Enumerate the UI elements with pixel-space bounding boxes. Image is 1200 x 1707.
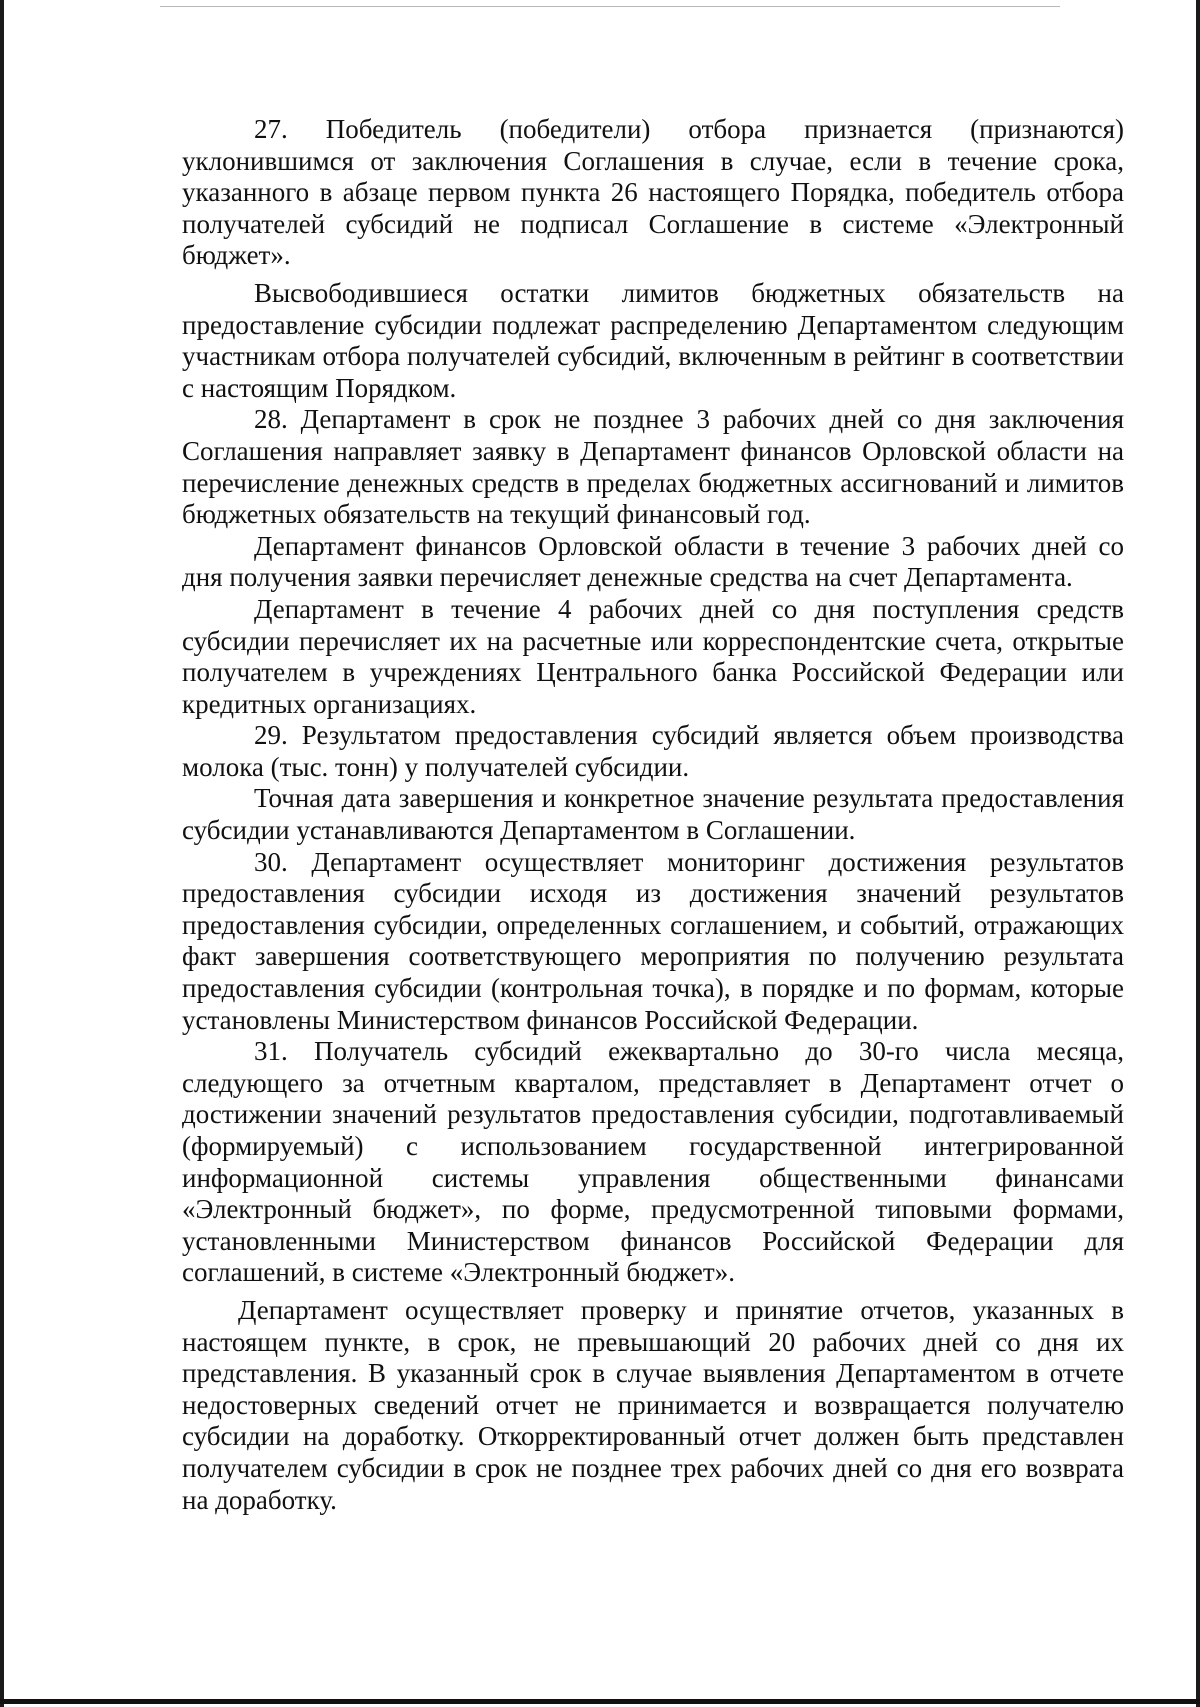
- paragraph-28-finance-department: Департамент финансов Орловской области в течение 3 рабочих дней со дня получения заявки перечисляет денежные средства на счет Департамента.: [182, 530, 1124, 593]
- document-body: [182, 114, 1124, 1516]
- paragraph-31-report-check: Департамент осуществляет проверку и принятие отчетов, указанных в настоящем пункте, в срок, не превышающий 20 рабочих дней со дня их представления. В указанный срок в случае выявления Департаментом в отчете недостоверных сведений отчет не принимается и возвращается получателю субсидии на доработку. Откорректированный отчет должен быть представлен получателем субсидии в срок не позднее трех рабочих дней со дня его возврата на доработку.: [182, 1294, 1124, 1515]
- paragraph-28: 28. Департамент в срок не позднее 3 рабочих дней со дня заключения Соглашения направляет заявку в Департамент финансов Орловской области на перечисление денежных средств в пределах бюджетных ассигнований и лимитов бюджетных обязательств на текущий финансовый год.: [182, 404, 1124, 530]
- paragraph-28-transfer: Департамент в течение 4 рабочих дней со дня поступления средств субсидии перечисляет их на расчетные или корреспондентские счета, открытые получателем в учреждениях Центрального банка Российской Федерации или кредитных организациях.: [182, 593, 1124, 719]
- paragraph-29: 29. Результатом предоставления субсидий является объем производства молока (тыс. тонн) у получателей субсидии.: [182, 720, 1124, 782]
- scan-top-rule: [160, 6, 1060, 7]
- paragraph-30: 30. Департамент осуществляет мониторинг достижения результатов предоставления субсидии исходя из достижения значений результатов предоставления субсидии, определенных соглашением, и событий, отражающих факт завершения соответствующего мероприятия по получению результата предоставления субсидии (контрольная точка), в порядке и по формам, которые установлены Министерством финансов Российской Федерации.: [182, 846, 1124, 1035]
- scan-right-edge: [1196, 0, 1200, 1707]
- scan-left-edge: [0, 0, 4, 1707]
- paragraph-31: 31. Получатель субсидий ежеквартально до 30-го числа месяца, следующего за отчетным кварталом, представляет в Департамент отчет о достижении значений результатов предоставления субсидии, подготавливаемый (формируемый) с использованием государственной интегрированной информационной системы управления общественными финансами «Электронный бюджет», по форме, предусмотренной типовыми формами, установленными Министерством финансов Российской Федерации для соглашений, в системе «Электронный бюджет».: [182, 1036, 1124, 1288]
- paragraph-27-released-limits: Высвободившиеся остатки лимитов бюджетных обязательств на предоставление субсидии подлежат распределению Департаментом следующим участникам отбора получателей субсидий, включенным в рейтинг в соответствии с настоящим Порядком.: [182, 277, 1124, 403]
- paragraph-29-result-date: Точная дата завершения и конкретное значение результата предоставления субсидии устанавливаются Департаментом в Соглашении.: [182, 783, 1124, 846]
- paragraph-27: 27. Победитель (победители) отбора признается (признаются) уклонившимся от заключения Соглашения в случае, если в течение срока, указанного в абзаце первом пункта 26 настоящего Порядка, победитель отбора получателей субсидий не подписал Соглашение в системе «Электронный бюджет».: [182, 114, 1124, 271]
- scan-bottom-rule: [0, 1699, 1200, 1704]
